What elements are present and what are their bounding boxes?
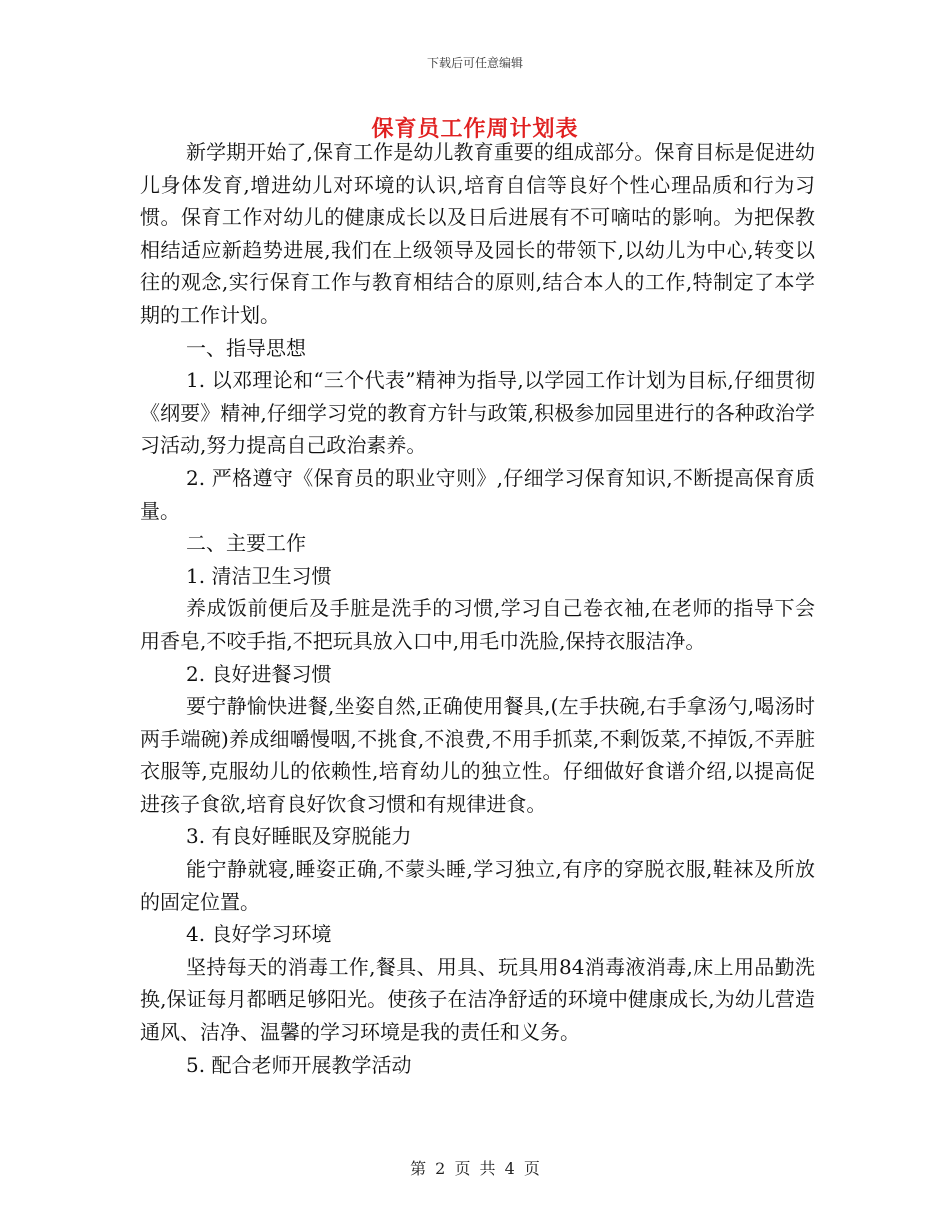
header-note: 下载后可任意编辑 [426, 56, 523, 70]
work-item-2-heading: 2. 良好进餐习惯 [186, 661, 332, 686]
guiding-item-2: 2. 严格遵守《保育员的职业守则》,仔细学习保育知识,不断提高保育质量。 [140, 465, 815, 523]
work-item-3-heading: 3. 有良好睡眠及穿脱能力 [186, 824, 412, 849]
work-item-3-text: 能宁静就寝,睡姿正确,不蒙头睡,学习独立,有序的穿脱衣服,鞋袜及所放的固定位置。 [140, 857, 815, 914]
work-item-2-text: 要宁静愉快进餐,坐姿自然,正确使用餐具,(左手扶碗,右手拿汤勺,喝汤时两手端碗)养成细嚼慢咽,不挑食,不浪费,不用手抓菜,不剩饭菜,不掉饭,不弄脏衣服等,克服幼儿的依赖性,培育幼儿的独立性。仔细做好食谱介绍,以提高促进孩子食欲,培育良好饮食习惯和有规律进食。 [140, 694, 815, 816]
page-footer: 第 2 页 共 4 页 [410, 1159, 540, 1178]
guiding-item-1: 1. 以邓理论和“三个代表”精神为指导,以学园工作计划为目标,仔细贯彻《纲要》精神,仔细学习党的教育方针与政策,积极参加园里进行的各种政治学习活动,努力提高自己政治素养。 [140, 368, 815, 458]
work-item-1-text: 养成饭前便后及手脏是洗手的习惯,学习自己卷衣袖,在老师的指导下会用香皂,不咬手指,不把玩具放入口中,用毛巾洗脸,保持衣服洁净。 [140, 596, 815, 653]
intro-paragraph: 新学期开始了,保育工作是幼儿教育重要的组成部分。保育目标是促进幼儿身体发育,增进幼儿对环境的认识,培育自信等良好个性心理品质和行为习惯。保育工作对幼儿的健康成长以及日后进展有不可嘀咕的影响。为把保教相结适应新趋势进展,我们在上级领导及园长的带领下,以幼儿为中心,转变以往的观念,实行保育工作与教育相结合的原则,结合本人的工作,特制定了本学期的工作计划。 [140, 140, 815, 327]
section-heading-guiding-thought: 一、指导思想 [186, 335, 306, 360]
work-item-4-heading: 4. 良好学习环境 [186, 922, 332, 947]
document-body [140, 136, 815, 1081]
document-title: 保育员工作周计划表 [371, 116, 579, 142]
work-item-4-text: 坚持每天的消毒工作,餐具、用具、玩具用84消毒液消毒,床上用品勤洗换,保证每月都晒足够阳光。使孩子在洁净舒适的环境中健康成长,为幼儿营造通风、洁净、温馨的学习环境是我的责任和义务。 [140, 954, 815, 1045]
work-item-5-heading: 5. 配合老师开展教学活动 [186, 1052, 412, 1077]
section-heading-main-work: 二、主要工作 [186, 531, 306, 556]
work-item-1-heading: 1. 清洁卫生习惯 [186, 563, 332, 588]
